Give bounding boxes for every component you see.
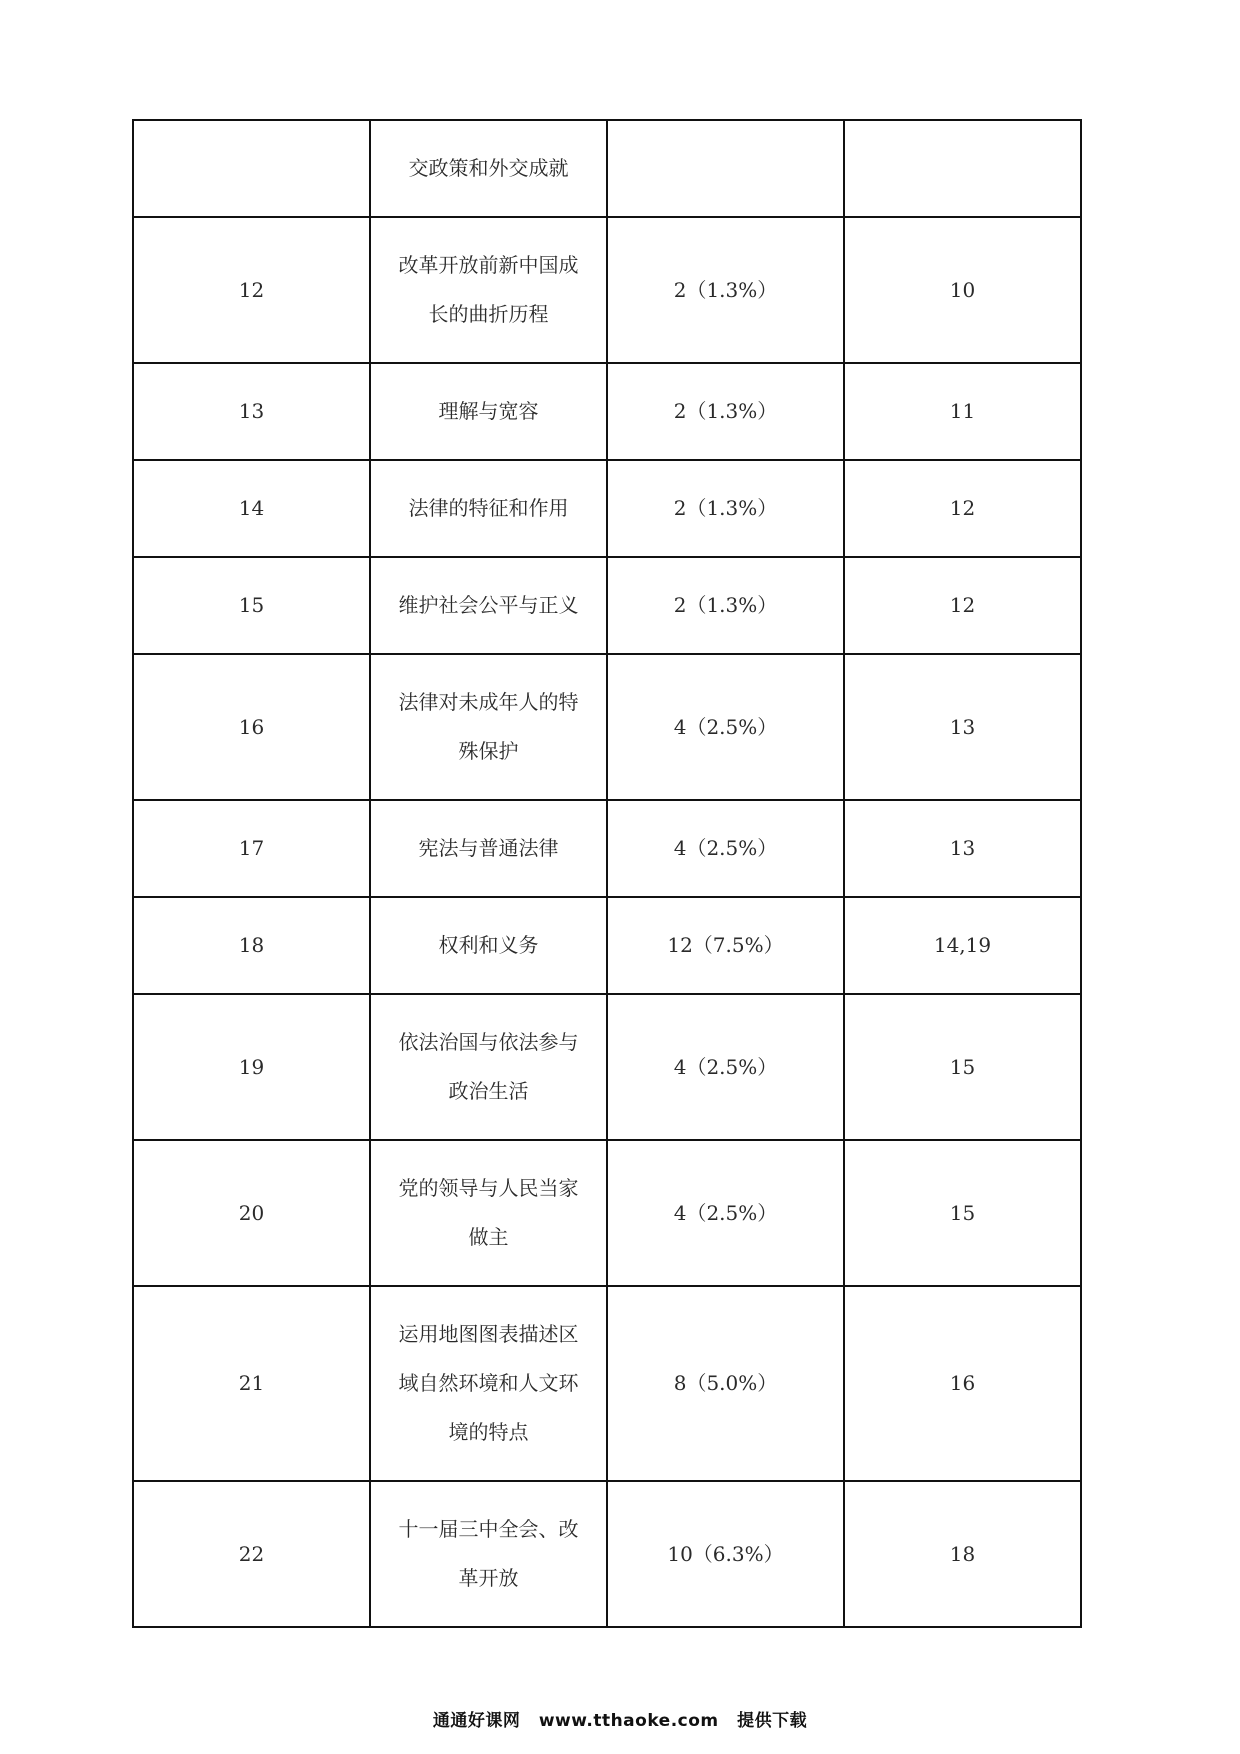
knowledge-point-table [132, 119, 1082, 1628]
knowledge-topic: 宪法与普通法律 [370, 800, 607, 897]
table-row [133, 654, 1081, 800]
score-percentage: 4（2.5%） [607, 800, 844, 897]
score-percentage: 12（7.5%） [607, 897, 844, 994]
knowledge-topic: 改革开放前新中国成长的曲折历程 [370, 217, 607, 363]
question-number: 14,19 [844, 897, 1081, 994]
question-number: 11 [844, 363, 1081, 460]
table-row [133, 363, 1081, 460]
row-number: 17 [133, 800, 370, 897]
question-number: 15 [844, 1140, 1081, 1286]
knowledge-topic: 维护社会公平与正义 [370, 557, 607, 654]
question-number: 18 [844, 1481, 1081, 1627]
row-number: 14 [133, 460, 370, 557]
score-percentage: 8（5.0%） [607, 1286, 844, 1481]
row-number: 15 [133, 557, 370, 654]
score-percentage: 10（6.3%） [607, 1481, 844, 1627]
table-row [133, 1286, 1081, 1481]
score-percentage: 4（2.5%） [607, 994, 844, 1140]
footer-site-name: 通通好课网 [432, 1711, 521, 1731]
footer-suffix: 提供下载 [737, 1711, 808, 1731]
question-number: 13 [844, 800, 1081, 897]
table-row [133, 120, 1081, 217]
score-percentage: 4（2.5%） [607, 654, 844, 800]
table-row [133, 557, 1081, 654]
score-percentage: 4（2.5%） [607, 1140, 844, 1286]
table-row [133, 1481, 1081, 1627]
knowledge-topic: 依法治国与依法参与政治生活 [370, 994, 607, 1140]
table-row [133, 897, 1081, 994]
row-number: 21 [133, 1286, 370, 1481]
row-number: 18 [133, 897, 370, 994]
question-number: 16 [844, 1286, 1081, 1481]
knowledge-topic: 党的领导与人民当家做主 [370, 1140, 607, 1286]
score-percentage [607, 120, 844, 217]
table-body [133, 120, 1081, 1627]
question-number: 10 [844, 217, 1081, 363]
score-percentage: 2（1.3%） [607, 217, 844, 363]
page-footer [0, 1706, 1240, 1731]
row-number: 20 [133, 1140, 370, 1286]
score-percentage: 2（1.3%） [607, 460, 844, 557]
question-number: 12 [844, 557, 1081, 654]
row-number [133, 120, 370, 217]
table-row [133, 1140, 1081, 1286]
score-percentage: 2（1.3%） [607, 363, 844, 460]
knowledge-topic: 理解与宽容 [370, 363, 607, 460]
row-number: 13 [133, 363, 370, 460]
question-number: 13 [844, 654, 1081, 800]
knowledge-topic: 运用地图图表描述区域自然环境和人文环境的特点 [370, 1286, 607, 1481]
table-row [133, 460, 1081, 557]
table-row [133, 994, 1081, 1140]
table-row [133, 217, 1081, 363]
knowledge-topic: 法律的特征和作用 [370, 460, 607, 557]
score-percentage: 2（1.3%） [607, 557, 844, 654]
row-number: 22 [133, 1481, 370, 1627]
knowledge-topic: 权利和义务 [370, 897, 607, 994]
knowledge-topic: 交政策和外交成就 [370, 120, 607, 217]
knowledge-topic: 十一届三中全会、改革开放 [370, 1481, 607, 1627]
row-number: 19 [133, 994, 370, 1140]
knowledge-topic: 法律对未成年人的特殊保护 [370, 654, 607, 800]
row-number: 16 [133, 654, 370, 800]
table-row [133, 800, 1081, 897]
footer-url[interactable]: www.tthaoke.com [538, 1711, 719, 1731]
question-number: 12 [844, 460, 1081, 557]
question-number [844, 120, 1081, 217]
question-number: 15 [844, 994, 1081, 1140]
row-number: 12 [133, 217, 370, 363]
